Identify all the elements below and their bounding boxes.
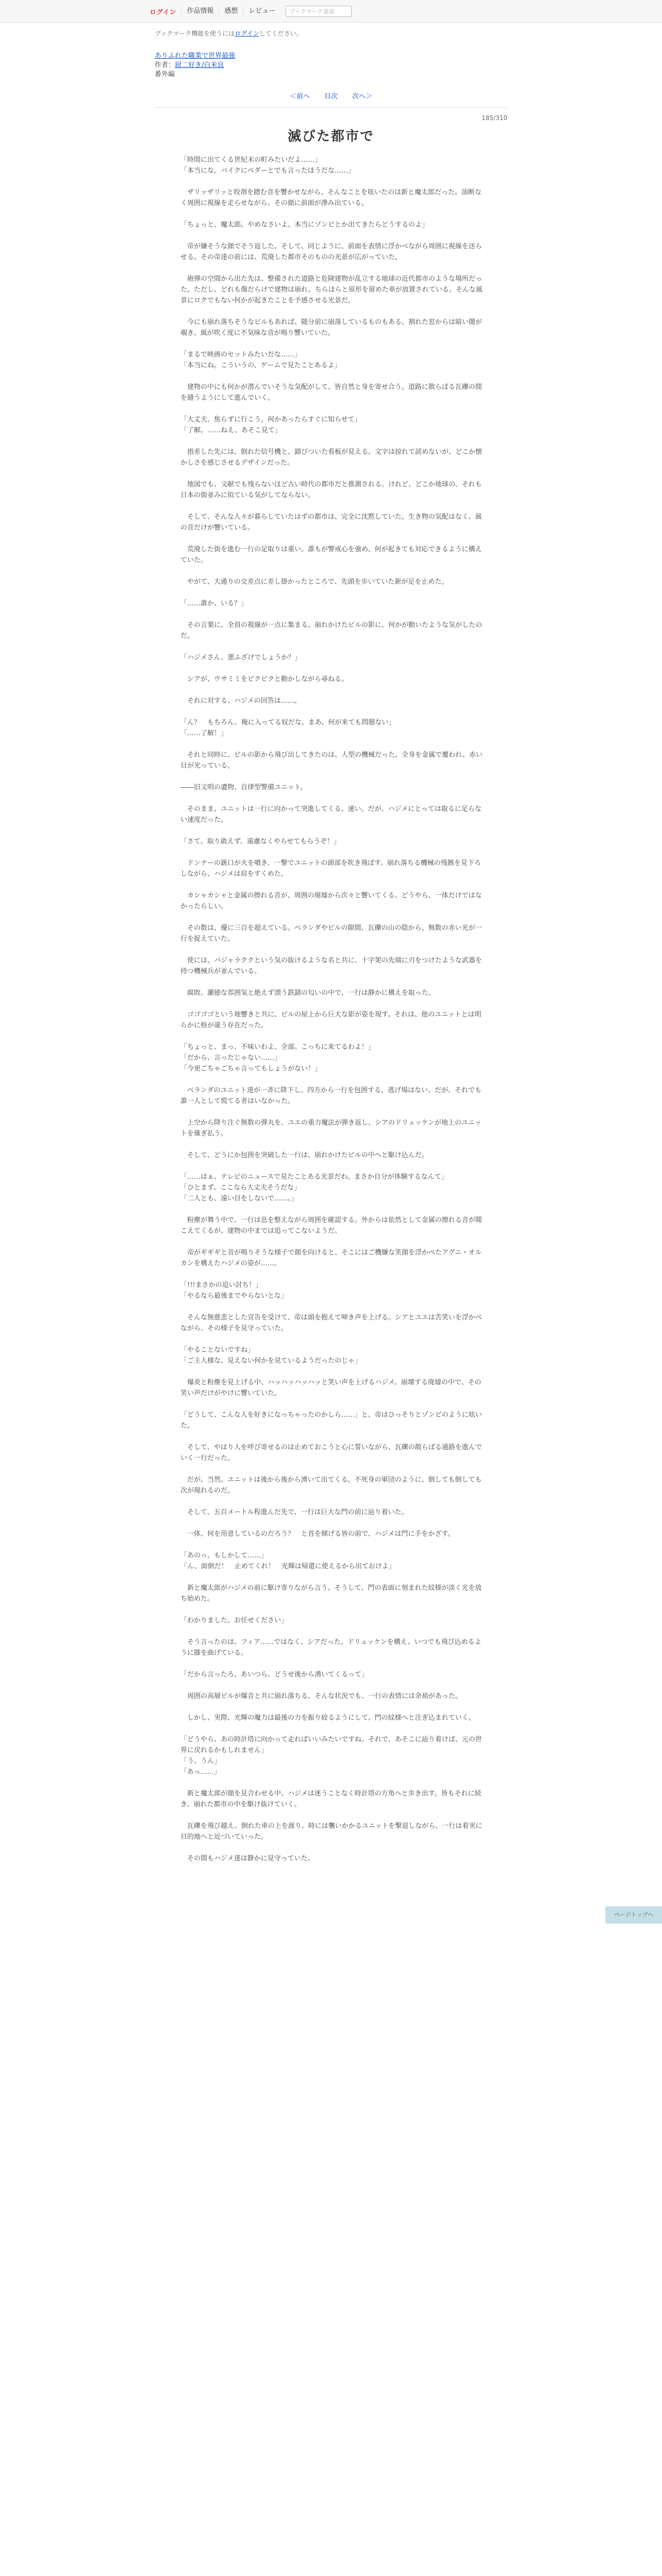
- body-paragraph: シアが、ウサミミをピクピクと動かしながら尋ねる。: [180, 675, 349, 683]
- body-paragraph: 爆炎と粉塵を見上げる中、ハッハッハッハッと笑い声を上げるハジメ。崩壊する廃墟の中で、その笑い声だけがやけに響いていた。: [180, 1379, 482, 1397]
- body-paragraph: [180, 1604, 485, 1615]
- body-paragraph: [180, 739, 485, 750]
- body-paragraph: [180, 944, 485, 955]
- novel-meta: [155, 52, 516, 79]
- body-paragraph: その間もハジメ達は静かに見守っていた。: [180, 1855, 315, 1862]
- body-paragraph: 上空から降り注ぐ無数の弾丸を、ユエの重力魔法が弾き返し、シアのドリュッケンが地上のユニットを薙ぎ払う。: [180, 1119, 482, 1138]
- body-paragraph: [180, 468, 485, 479]
- body-paragraph: それと同時に、ビルの影から飛び出してきたのは、人型の機械だった。全身を金属で覆われ、赤い目が光っている。: [180, 751, 483, 770]
- body-paragraph: [180, 1680, 485, 1691]
- body-paragraph: [180, 1269, 485, 1280]
- body-paragraph: 「あのっ、もしかして……」: [180, 1552, 268, 1560]
- body-paragraph: [180, 566, 485, 577]
- body-paragraph: 粉塵が舞う中で、一行は息を整えながら周囲を確認する。外からは依然として金属の擦れる音が聞こえてくるが、建物の中までは追ってこないようだ。: [180, 1216, 482, 1235]
- body-paragraph: [180, 912, 485, 923]
- body-paragraph: 「今更ごちゃごちゃ言ってもしょうがない！」: [180, 1065, 322, 1073]
- body-paragraph: [180, 1572, 485, 1583]
- bookmark-add-input[interactable]: [286, 6, 352, 17]
- body-paragraph: そして、どうにか包囲を突破した一行は、崩れかけたビルの中へと駆け込んだ。: [180, 1151, 428, 1159]
- body-paragraph: そして、五百メートル程進んだ先で、一行は巨大な門の前に辿り着いた。: [180, 1509, 408, 1516]
- body-paragraph: そう言ったのは、フィア……ではなく、シアだった。ドリュッケンを構え、いつでも飛び込めるように膝を曲げている。: [180, 1638, 482, 1657]
- body-paragraph: [180, 1842, 485, 1853]
- body-paragraph: [180, 1431, 485, 1442]
- body-paragraph: [180, 587, 485, 598]
- body-paragraph: [180, 533, 485, 544]
- body-paragraph: [180, 1658, 485, 1669]
- author-line: [155, 61, 516, 70]
- body-paragraph: [180, 998, 485, 1009]
- body-paragraph: [180, 338, 485, 349]
- body-paragraph: 「どうして、こんな人を好きになっちゃったのかしら……」と、帝はひっそりとゾンビのように呟いた。: [180, 1411, 482, 1430]
- body-paragraph: [180, 1496, 485, 1507]
- body-paragraph: [180, 1626, 485, 1637]
- body-paragraph: 「ご主人様な、見えない何かを見ているようだったのじゃ」: [180, 1357, 362, 1365]
- body-paragraph: 「ん、面倒だ！ 止めてくれ！ 光輝は帰還に使えるから出ておけよ」: [180, 1563, 395, 1570]
- body-paragraph: そんな無慈悲とした宣告を受けて、帝は頭を抱えて呻き声を上げる。シアとユエは苦笑いを浮かべながら、その様子を見守っていた。: [180, 1314, 482, 1332]
- nav-item-work-info[interactable]: 作品情報: [181, 6, 219, 16]
- novel-subtitle: 番外編: [155, 71, 175, 78]
- body-paragraph: [180, 1107, 485, 1117]
- bookmark-notice: [155, 29, 516, 38]
- body-paragraph: 「大丈夫、焦らずに行こう。何かあったらすぐに知らせて」: [180, 416, 361, 423]
- body-paragraph: [180, 1366, 485, 1377]
- body-paragraph: [180, 501, 485, 512]
- body-paragraph: [180, 403, 485, 414]
- body-paragraph: [180, 771, 485, 782]
- body-paragraph: [180, 1204, 485, 1215]
- body-paragraph: ドンナーの銃口が火を噴き、一撃でユニットの頭部を吹き飛ばす。崩れ落ちる機械の残骸を見下ろしながら、ハジメは肩をすくめた。: [180, 859, 481, 878]
- body-paragraph: [180, 879, 485, 890]
- nav-item-comments[interactable]: 感想: [219, 6, 243, 16]
- body-paragraph: [180, 1702, 485, 1713]
- body-paragraph: 「あっ……」: [180, 1768, 221, 1776]
- login-link[interactable]: ログイン: [150, 8, 176, 16]
- body-paragraph: 「二人とも、遠い目をしないで……。」: [180, 1195, 298, 1202]
- body-paragraph: 「ん？ もちろん、俺に入ってる奴だな。まあ、何が来ても問題ない」: [180, 719, 395, 726]
- body-paragraph: [180, 663, 485, 674]
- body-paragraph: 「わかりました。お任せください」: [180, 1617, 288, 1624]
- body-paragraph: ベランダのユニット達が一斉に降下し、四方から一行を包囲する。逃げ場はない。だが、それでも誰一人として慌てる者はいなかった。: [180, 1087, 482, 1105]
- body-paragraph: [180, 1074, 485, 1085]
- body-paragraph: [180, 371, 485, 382]
- body-paragraph: 指差した先には、倒れた信号機と、錆びついた看板が見える。文字は掠れて読めないが、どこか懐かしさを感じさせるデザインだった。: [180, 448, 483, 467]
- body-paragraph: [180, 436, 485, 447]
- chapter-body: [180, 155, 485, 1864]
- prev-chapter-link[interactable]: ＜前へ: [289, 93, 310, 100]
- body-paragraph: やがて、大通りの交差点に差し掛かったところで、先頭を歩いていた新が足を止めた。: [180, 578, 449, 586]
- body-paragraph: 「!!!まさかの追い討ち！」: [180, 1281, 262, 1289]
- body-paragraph: 「時間に出てくる世紀末の町みたいだよ……」: [180, 156, 322, 164]
- body-paragraph: ザリッザリッと咬剤を踏む音を響かせながら、そんなことを呟いたのは新と魔太郎だった。油断なく周囲に視線を走らせながら、その顔に前面が滲み出ている。: [180, 189, 482, 207]
- body-paragraph: 「了解。……ねえ、あそこ見て」: [180, 427, 282, 434]
- body-paragraph: [180, 1518, 485, 1529]
- nav-item-reviews[interactable]: レビュー: [243, 6, 280, 16]
- chapter-pager: [0, 91, 662, 100]
- body-paragraph: それに対する、ハジメの回答は……。: [180, 697, 301, 705]
- divider: [155, 107, 507, 108]
- body-paragraph: [180, 1161, 485, 1172]
- body-paragraph: [180, 1539, 485, 1550]
- body-paragraph: [180, 1723, 485, 1734]
- body-paragraph: [180, 1777, 485, 1788]
- body-paragraph: 瓦礫を飛び越え、倒れた車の上を渡り、時には襲いかかるユニットを撃退しながら、一行は着実に目的地へと近づいていった。: [180, 1822, 483, 1841]
- body-paragraph: 「ハジメさん、悪ふざけでしょうか？」: [180, 654, 302, 662]
- body-paragraph: [180, 1139, 485, 1150]
- body-paragraph: [180, 1810, 485, 1821]
- body-paragraph: 新と魔太郎が顔を見合わせる中、ハジメは迷うことなく時計塔の方角へと歩き出す。皆もそれに続き、崩れた都市の中を駆け抜けていく。: [180, 1790, 482, 1808]
- body-paragraph: 使には、バジャラククという気の抜けるような名と共に、十字架の先端に刃をつけたような武器を持つ機械兵が並んでいる。: [180, 957, 482, 975]
- body-paragraph: そのまま、ユニットは一行に向かって突進してくる。速い。だが、ハジメにとっては取るに足らない速度だった。: [180, 805, 482, 824]
- page-top-button[interactable]: ページトップへ: [605, 1906, 662, 1924]
- body-paragraph: [180, 706, 485, 717]
- body-paragraph: 「やるなら最後までやらないとな」: [180, 1292, 288, 1300]
- index-link[interactable]: 目次: [324, 93, 338, 100]
- body-paragraph: そして、やはり人を呼び寄せるのは止めておこうと心に誓いながら、瓦礫の散らばる通路を進んでいく一行だった。: [180, 1444, 482, 1462]
- body-paragraph: 荒廃した街を進む一行の足取りは重い。誰もが警戒心を強め、何が起きても対応できるように構えていた。: [180, 546, 482, 564]
- top-navigation-bar: [0, 0, 662, 23]
- notice-prefix: ブックマーク機能を使うには: [155, 30, 235, 37]
- body-paragraph: [180, 685, 485, 696]
- body-paragraph: 「さて、取り敢えず、遠慮なくやらせてもらうぞ！」: [180, 838, 341, 845]
- body-paragraph: 「……誰か、いる？」: [180, 600, 248, 607]
- body-paragraph: [180, 1399, 485, 1410]
- body-paragraph: 帝がギギギと音が鳴りそうな様子で顔を向けると、そこにはご機嫌な笑顔を浮かべたアグニ・オルカンを構えたハジメの姿が……。: [180, 1249, 482, 1267]
- author-prefix: 作者：: [155, 61, 175, 69]
- body-paragraph: [180, 1334, 485, 1345]
- body-paragraph: その数は、優に三百を超えている。ベランダやビルの隙間、瓦礫の山の陰から、無数の赤い光が一行を捉えていた。: [180, 924, 482, 943]
- body-paragraph: ――旧文明の遺物、自律型警備ユニット。: [180, 784, 307, 791]
- body-paragraph: 「ひとまず、ここなら大丈夫そうだな」: [180, 1184, 301, 1192]
- body-paragraph: 「だから言ったろ、あいつら、どうせ後から湧いてくるって」: [180, 1671, 369, 1679]
- body-paragraph: そして、そんな人々が暮らしていたはずの都市は、完全に沈黙していた。生き物の気配はなく、風の音だけが響いている。: [180, 513, 482, 532]
- body-paragraph: [180, 1031, 485, 1042]
- body-paragraph: [180, 977, 485, 988]
- body-paragraph: 「だから、言ったじゃない……」: [180, 1054, 282, 1062]
- body-paragraph: [180, 1301, 485, 1312]
- body-paragraph: [180, 641, 485, 652]
- body-paragraph: [180, 793, 485, 804]
- body-paragraph: ゴゴゴゴという地響きと共に、ビルの屋上から巨大な影が姿を現す。それは、他のユニットとは明らかに格が違う存在だった。: [180, 1011, 482, 1029]
- body-paragraph: 新と魔太郎がハジメの前に駆け寄りながら言う。そうして、門の表面に刻まれた紋様が淡く光を放ち始めた。: [180, 1584, 482, 1603]
- body-paragraph: [180, 209, 485, 219]
- body-paragraph: 「やることないですね」: [180, 1346, 255, 1354]
- body-paragraph: [180, 1464, 485, 1475]
- body-paragraph: 「……はぁ、テレビのニュースで見たことある光景だわ。まさか自分が体験するなんて」: [180, 1173, 448, 1181]
- body-paragraph: カシャカシャと金属の擦れる音が、周囲の廃墟から次々と響いてくる。どうやら、一体だけではなかったらしい。: [180, 892, 482, 910]
- chapter-title: 滅びた都市で: [287, 129, 374, 144]
- body-paragraph: 「どうやら、あの時計塔に向かって走ればいいみたいですね。それで、あそこに辿り着けば、元の世界に戻れるかもしれません」: [180, 1736, 482, 1754]
- body-paragraph: [180, 609, 485, 620]
- body-paragraph: 「……了解！」: [180, 730, 228, 737]
- nav-inner: [144, 4, 352, 19]
- body-paragraph: 腐敗、瀬徳な雰囲気と絶えず漂う鉄錆の匂いの中で、一行は静かに構えを取った。: [180, 989, 435, 997]
- body-paragraph: 「まるで映画のセットみたいだな……」: [180, 351, 301, 359]
- body-paragraph: 今にも崩れ落ちそうなビルもあれば、随分前に崩落しているものもある。割れた窓からは暗い闇が覗き、風が吹く度に不気味な音が鳴り響いていた。: [180, 318, 483, 337]
- body-paragraph: 帝が嫌そうな顔でそう返した。そして、同じように、前面を表情に浮かべながら周囲に視線を送らせる。その帝達の前には、荒廃した都市そのものの光景が広がっていた。: [180, 243, 482, 261]
- body-paragraph: [180, 306, 485, 317]
- body-paragraph: 砲弾の空間から出た先は、整備された道路と危険建物が乱立する地球の近代都市のような場所だった。ただし、どれも傷だらけで建物は崩れ、ちらほらと原形を留めた車が放置されている。そんな風景にロクでもない何かが起きたことを予感させる光景だ。: [180, 275, 483, 304]
- body-paragraph: 「本当にな。バイクにペダーとでも言ったほうだな……」: [180, 167, 355, 175]
- body-paragraph: [180, 1236, 485, 1247]
- body-paragraph: 一体、何を用意しているのだろう？ と首を傾げる皆の前で、ハジメは門に手をかざす。: [180, 1530, 455, 1538]
- body-paragraph: 「う、うん」: [180, 1757, 221, 1765]
- body-paragraph: [180, 263, 485, 274]
- notice-login-link[interactable]: ログイン: [235, 30, 259, 37]
- body-paragraph: しかし、実際、光輝の魔力は最後の力を振り絞るようにして、門の紋様へと注ぎ込まれていく。: [180, 1714, 475, 1722]
- body-paragraph: [180, 230, 485, 241]
- body-paragraph: [180, 825, 485, 836]
- body-paragraph: だが、当然、ユニットは後から後から湧いて出てくる。不死身の軍団のように、倒しても倒しても次が現れるのだ。: [180, 1476, 482, 1495]
- body-paragraph: 「ちょっと、魔太郎。やめなさいよ。本当にゾンビとか出てきたらどうするのよ」: [180, 221, 429, 229]
- body-paragraph: その言葉に、全員の視線が一点に集まる。崩れかけたビルの影に、何かが動いたような気がしたのだ。: [180, 621, 483, 640]
- series-title-link[interactable]: ありふれた職業で世界最強: [155, 52, 236, 60]
- next-chapter-link[interactable]: 次へ＞: [352, 93, 373, 100]
- body-paragraph: 周囲の高層ビルが爆音と共に崩れ落ちる。そんな状況でも、一行の表情には余裕があった。: [180, 1692, 462, 1700]
- body-paragraph: 「ちょっと、まっ、不味いわよ、全部。こっちに来てるわよ！」: [180, 1043, 375, 1051]
- body-paragraph: 「本当にね。こういうの、ゲームで見たことあるよ」: [180, 362, 341, 369]
- chapter-number: 185/310: [482, 114, 507, 122]
- body-paragraph: [180, 176, 485, 187]
- body-paragraph: 地図でも、文献でも残らないほど古い時代の都市だと推測される。けれど、どこか地球の、それも日本の街並みに似ている気がしてならない。: [180, 481, 482, 499]
- body-paragraph: 建物の中にも何かが潜んでいそうな気配がして、皆自然と身を寄せ合う。道路に散らばる瓦礫の間を縫うようにして進んでいく。: [180, 383, 482, 402]
- body-paragraph: [180, 847, 485, 858]
- notice-suffix: してください。: [259, 30, 303, 37]
- author-link[interactable]: 厨二好き/白米良: [175, 61, 224, 69]
